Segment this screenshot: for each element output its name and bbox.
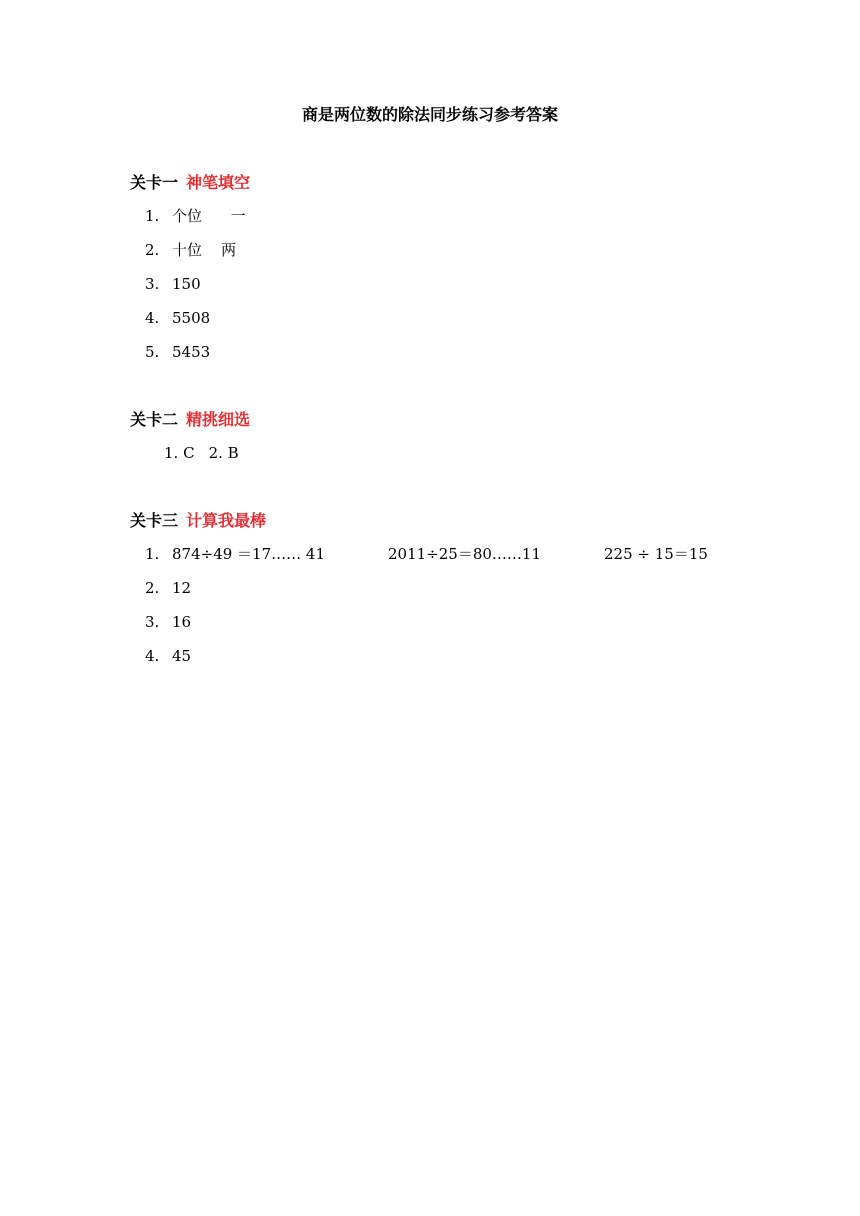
item-answer: 5453 (172, 343, 211, 361)
answer-item (145, 612, 191, 632)
item-answer: 12 (172, 579, 192, 597)
item-number: 4. (145, 647, 160, 665)
calc-answer: 2011÷25＝80……11 (388, 545, 542, 563)
calc-answer: 874÷49 ＝17…… 41 (172, 545, 325, 563)
item-number: 3. (145, 275, 160, 293)
item-number: 3. (145, 613, 160, 631)
item-number: 2. (145, 241, 160, 259)
item-number: 5. (145, 343, 160, 361)
section-heading-1 (130, 172, 250, 194)
answer-item (145, 578, 191, 598)
item-number: 4. (145, 309, 160, 327)
item-number: 2. (145, 579, 160, 597)
section-title: 精挑细选 (186, 410, 251, 429)
answer-item (145, 274, 201, 294)
choice-answers (164, 443, 239, 463)
section-heading-2 (130, 409, 250, 431)
answer-item (145, 342, 210, 362)
section-level-label: 关卡一 (130, 173, 179, 192)
page-title: 商是两位数的除法同步练习参考答案 (301, 105, 558, 124)
section-heading-3 (130, 510, 266, 532)
answer-item (145, 206, 246, 226)
item-answer: 个位 一 (172, 207, 246, 225)
item-answer: C (183, 444, 195, 462)
section-level-label: 关卡二 (130, 410, 179, 429)
item-answer: 5508 (172, 309, 211, 327)
item-answer: 150 (172, 275, 201, 293)
section-title: 神笔填空 (186, 173, 251, 192)
answer-item (145, 240, 236, 260)
answer-item-number (145, 544, 172, 564)
section-title: 计算我最棒 (186, 511, 267, 530)
calc-answer: 225 ÷ 15＝15 (604, 545, 708, 563)
item-answer: 十位 两 (172, 241, 237, 259)
item-answer: B (227, 444, 239, 462)
item-number: 2. (208, 444, 223, 462)
item-answer: 45 (172, 647, 192, 665)
item-answer: 16 (172, 613, 192, 631)
item-number: 1. (164, 444, 179, 462)
item-number: 1. (145, 207, 160, 225)
item-number: 1. (145, 545, 160, 563)
section-level-label: 关卡三 (130, 511, 179, 530)
answer-item (145, 308, 210, 328)
answer-item (145, 646, 191, 666)
